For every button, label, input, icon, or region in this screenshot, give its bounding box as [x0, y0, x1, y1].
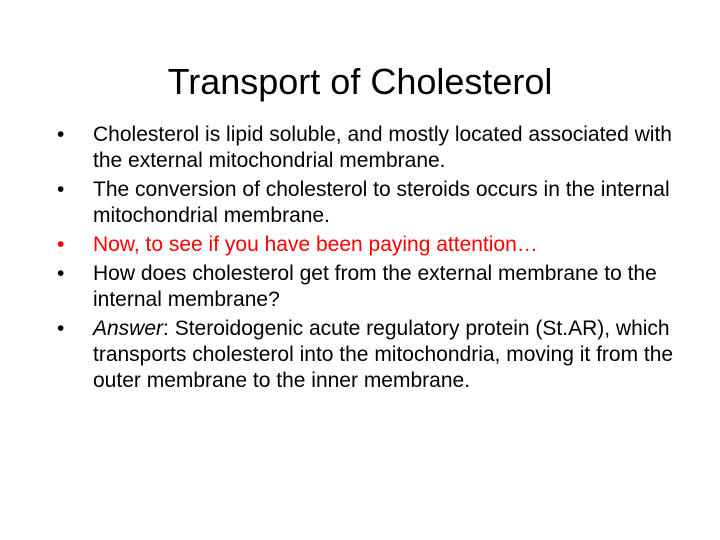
bullet-item: [30, 177, 690, 229]
bullet-text: Cholesterol is lipid soluble, and mostly located associated with the external mitochondrial membrane.: [93, 123, 672, 172]
bullet-icon: •: [57, 123, 65, 146]
slide-title-text: Transport of Cholesterol: [167, 61, 553, 102]
bullet-text: Now, to see if you have been paying attention…: [93, 233, 538, 256]
answer-label: Answer: [93, 317, 164, 340]
bullet-item: [30, 316, 690, 394]
bullet-item: [30, 261, 690, 313]
bullet-icon: •: [57, 178, 65, 201]
bullet-item: [30, 122, 690, 174]
bullet-icon: •: [57, 317, 65, 340]
bullet-icon: •: [57, 262, 65, 285]
slide-title: [0, 58, 720, 106]
bullet-text: How does cholesterol get from the external membrane to the internal membrane?: [93, 262, 657, 311]
bullet-text: The conversion of cholesterol to steroids occurs in the internal mitochondrial membrane.: [93, 178, 670, 227]
bullet-icon: •: [57, 233, 65, 256]
bullet-list: [30, 122, 690, 397]
bullet-item-highlight: [30, 232, 690, 258]
bullet-text: : Steroidogenic acute regulatory protein (St.AR), which transports cholesterol into the mitochondria, moving it from the outer membrane to the inner membrane.: [93, 317, 674, 392]
